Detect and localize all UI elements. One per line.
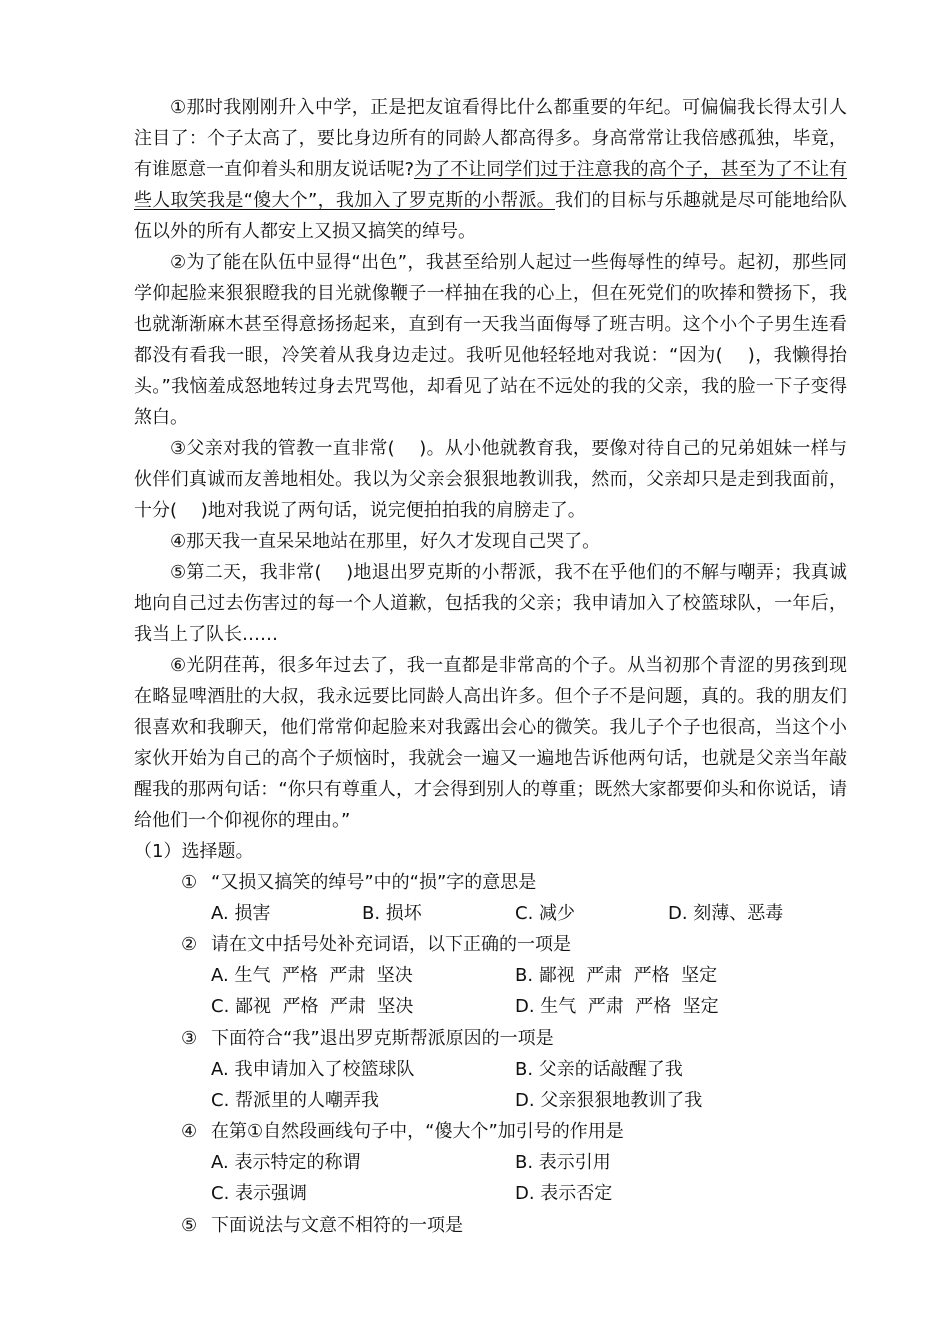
option-d[interactable]: D. 表示否定 bbox=[515, 1183, 613, 1204]
question-text: “又损又搞笑的绰号”中的“损”字的意思是 bbox=[211, 872, 537, 893]
paragraph-1-text: ①那时我刚刚升入中学，正是把友谊看得比什么都重要的年纪。可偏偏我长得太引人注目了：个子太高了，要比身边所有的同龄人都高得多。身高常常让我倍感孤独，毕竟，有谁愿意一直仰着头和朋友说话呢? bbox=[134, 97, 847, 180]
option-c[interactable]: C. 帮派里的人嘲弄我 bbox=[211, 1090, 380, 1111]
option-a[interactable]: A. 损害 bbox=[211, 903, 271, 924]
option-d[interactable]: D. 生气 严肃 严格 坚定 bbox=[515, 996, 719, 1017]
paragraph-1 bbox=[134, 92, 847, 247]
option-b[interactable]: B. 鄙视 严肃 严格 坚定 bbox=[515, 965, 718, 986]
option-a[interactable]: A. 表示特定的称谓 bbox=[211, 1152, 361, 1173]
option-b[interactable]: B. 父亲的话敲醒了我 bbox=[515, 1059, 683, 1080]
option-b[interactable]: B. 表示引用 bbox=[515, 1152, 611, 1173]
paragraph-4: ④那天我一直呆呆地站在那里，好久才发现自己哭了。 bbox=[170, 531, 601, 552]
option-d[interactable]: D. 刻薄、恶毒 bbox=[668, 903, 784, 924]
question-3 bbox=[181, 1023, 554, 1054]
question-1 bbox=[181, 867, 536, 898]
paragraph-6: ⑥光阴荏苒，很多年过去了，我一直都是非常高的个子。从当初那个青涩的男孩到现在略显啤酒肚的大叔，我永远要比同龄人高出许多。但个子不是问题，真的。我的朋友们很喜欢和我聊天，他们常常仰起脸来对我露出会心的微笑。我儿子个子也很高，当这个小家伙开始为自己的高个子烦恼时，我就会一遍又一遍地告诉他两句话，也就是父亲当年敲醒我的那两句话：“你只有尊重人，才会得到别人的尊重；既然大家都要仰头和你说话，请给他们一个仰视你的理由。” bbox=[134, 655, 847, 831]
section-title: （1）选择题。 bbox=[134, 841, 254, 862]
paragraph-5: ⑤第二天，我非常( )地退出罗克斯的小帮派，我不在乎他们的不解与嘲弄；我真诚地向自己过去伤害过的每一个人道歉，包括我的父亲；我申请加入了校篮球队，一年后，我当上了队长…… bbox=[134, 562, 847, 645]
underlined-sentence: 为了不让同学们过于注意我的高个子，甚至为了不让有些人取笑我是“傻大个”，我加入了罗克斯的小帮派。 bbox=[134, 159, 847, 211]
question-text: 下面说法与文意不相符的一项是 bbox=[211, 1215, 463, 1236]
question-5 bbox=[181, 1210, 463, 1241]
question-2 bbox=[181, 929, 571, 960]
paragraph-1-text-end: 我们的目标与乐趣就是尽可能地给队伍以外的所有人都安上又损又搞笑的绰号。 bbox=[134, 190, 847, 242]
question-text: 在第①自然段画线句子中，“傻大个”加引号的作用是 bbox=[211, 1121, 624, 1142]
option-d[interactable]: D. 父亲狠狠地教训了我 bbox=[515, 1090, 703, 1111]
option-b[interactable]: B. 损坏 bbox=[362, 903, 422, 924]
option-c[interactable]: C. 减少 bbox=[515, 903, 576, 924]
option-c[interactable]: C. 鄙视 严格 严肃 坚决 bbox=[211, 996, 414, 1017]
question-number: ⑤ bbox=[181, 1215, 198, 1236]
question-number: ④ bbox=[181, 1121, 198, 1142]
option-a[interactable]: A. 我申请加入了校篮球队 bbox=[211, 1059, 415, 1080]
question-text: 请在文中括号处补充词语，以下正确的一项是 bbox=[211, 934, 571, 955]
question-4 bbox=[181, 1116, 624, 1147]
question-text: 下面符合“我”退出罗克斯帮派原因的一项是 bbox=[211, 1028, 554, 1049]
paragraph-3: ③父亲对我的管教一直非常( )。从小他就教育我，要像对待自己的兄弟姐妹一样与伙伴们真诚而友善地相处。我以为父亲会狠狠地教训我，然而，父亲却只是走到我面前，十分( )地对我说了两句话，说完便拍拍我的肩膀走了。 bbox=[134, 438, 847, 521]
question-number: ② bbox=[181, 934, 198, 955]
option-a[interactable]: A. 生气 严格 严肃 坚决 bbox=[211, 965, 413, 986]
option-c[interactable]: C. 表示强调 bbox=[211, 1183, 308, 1204]
question-number: ③ bbox=[181, 1028, 198, 1049]
question-number: ① bbox=[181, 872, 198, 893]
paragraph-2: ②为了能在队伍中显得“出色”，我甚至给别人起过一些侮辱性的绰号。起初，那些同学仰起脸来狠狠瞪我的目光就像鞭子一样抽在我的心上，但在死党们的吹捧和赞扬下，我也就渐渐麻木甚至得意扬扬起来，直到有一天我当面侮辱了班吉明。这个小个子男生连看都没有看我一眼，冷笑着从我身边走过。我听见他轻轻地对我说：“因为( )，我懒得抬头。”我恼羞成怒地转过身去咒骂他，却看见了站在不远处的我的父亲，我的脸一下子变得煞白。 bbox=[134, 252, 847, 428]
